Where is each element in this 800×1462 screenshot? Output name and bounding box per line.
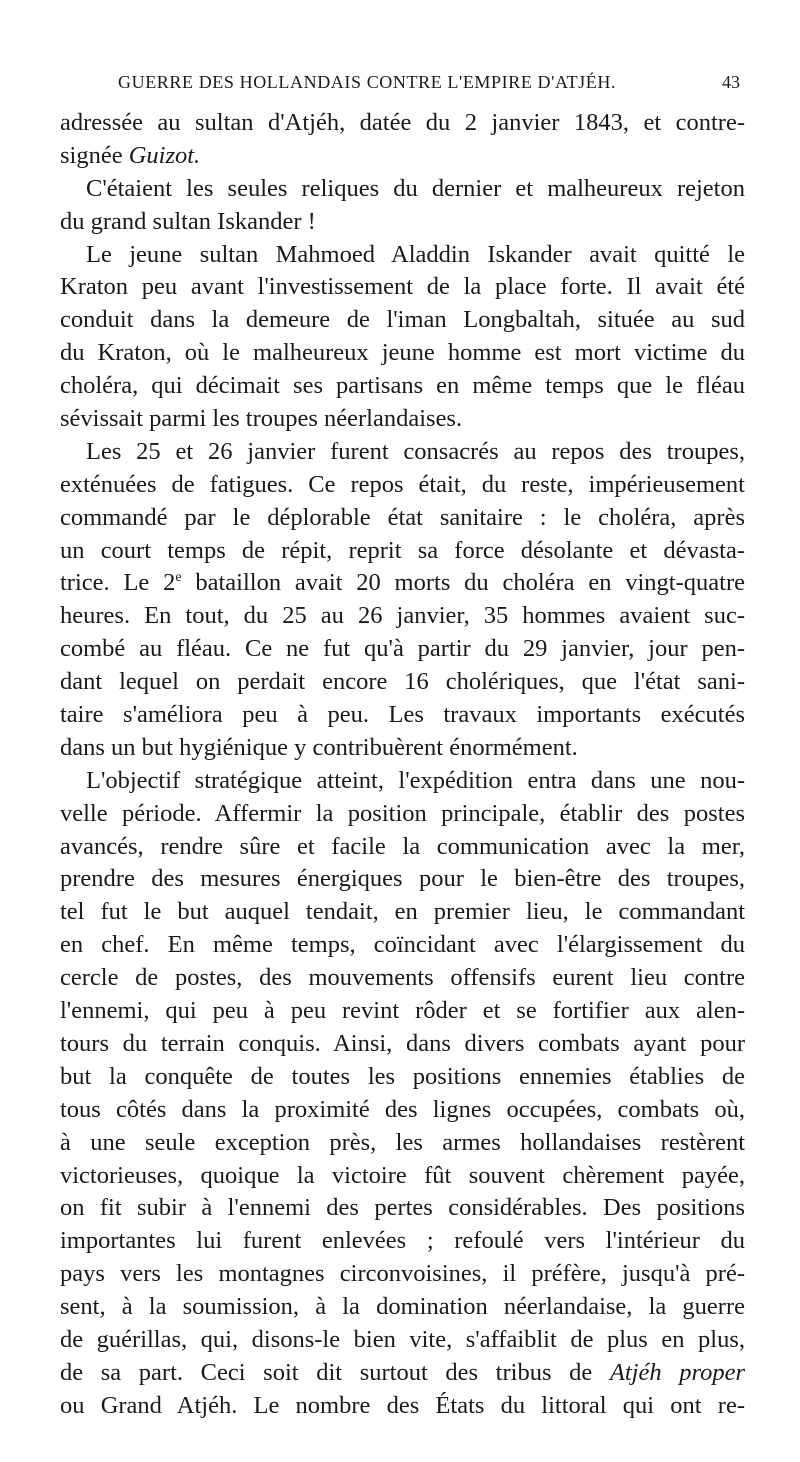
- text-line: avancés, rendre sûre et facile la communication avec la mer,: [60, 832, 745, 860]
- text-line: en chef. En même temps, coïncidant avec l'élargissement du: [60, 931, 745, 959]
- text-span: bataillon avait 20 morts du choléra en vingt-quatre: [181, 569, 745, 597]
- running-head: GUERRE DES HOLLANDAIS CONTRE L'EMPIRE D'ATJÉH.: [118, 72, 617, 92]
- text-span: signée: [60, 141, 123, 169]
- text-line: dant lequel on perdait encore 16 cholériques, que l'état sani-: [60, 668, 745, 696]
- page-header: [118, 72, 740, 102]
- text-line: heures. En tout, du 25 au 26 janvier, 35 hommes avaient suc-: [60, 602, 745, 630]
- text-line: L'objectif stratégique atteint, l'expédition entra dans une nou-: [86, 766, 745, 794]
- text-line: velle période. Affermir la position principale, établir des postes: [60, 799, 745, 827]
- text-line: [60, 140, 745, 173]
- text-span: trice. Le 2: [60, 569, 176, 597]
- italic-name: Guizot.: [128, 141, 201, 169]
- text-line: sévissait parmi les troupes néerlandaises.: [60, 405, 463, 433]
- text-line: de guérillas, qui, disons-le bien vite, s'affaiblit de plus en plus,: [60, 1325, 745, 1353]
- text-line: tel fut le but auquel tendait, en premier lieu, le commandant: [60, 898, 745, 926]
- text-line: cercle de postes, des mouvements offensifs eurent lieu contre: [60, 964, 745, 992]
- body-text: [60, 107, 745, 1423]
- text-line: pays vers les montagnes circonvoisines, il préfère, jusqu'à pré-: [60, 1260, 745, 1288]
- text-line: prendre des mesures énergiques pour le bien-être des troupes,: [60, 865, 745, 893]
- text-line: l'ennemi, qui peu à peu revint rôder et se fortifier aux alen-: [60, 997, 745, 1025]
- text-line: Kraton peu avant l'investissement de la place forte. Il avait été: [60, 273, 745, 301]
- text-line: on fit subir à l'ennemi des pertes considérables. Des positions: [60, 1194, 745, 1222]
- superscript: e: [175, 570, 182, 586]
- text-line: choléra, qui décimait ses partisans en même temps que le fléau: [60, 372, 745, 400]
- text-line: combé au fléau. Ce ne fut qu'à partir du 29 janvier, jour pen-: [60, 635, 745, 663]
- text-line: but la conquête de toutes les positions ennemies établies de: [60, 1062, 745, 1090]
- text-line: sent, à la soumission, à la domination néerlandaise, la guerre: [60, 1293, 745, 1321]
- italic-place-name: Atjéh proper: [609, 1358, 745, 1386]
- text-line: taire s'améliora peu à peu. Les travaux importants exécutés: [60, 701, 745, 729]
- text-line: du Kraton, où le malheureux jeune homme est mort victime du: [60, 339, 745, 367]
- text-line: dans un but hygiénique y contribuèrent énormément.: [60, 733, 578, 761]
- text-line: tous côtés dans la proximité des lignes occupées, combats où,: [60, 1095, 745, 1123]
- text-line: conduit dans la demeure de l'iman Longbaltah, située au sud: [60, 306, 745, 334]
- text-line: victorieuses, quoique la victoire fût souvent chèrement payée,: [60, 1161, 745, 1189]
- text-line: Le jeune sultan Mahmoed Aladdin Iskander avait quitté le: [86, 240, 745, 268]
- text-line: ou Grand Atjéh. Le nombre des États du littoral qui ont re-: [60, 1391, 745, 1419]
- text-line: exténuées de fatigues. Ce repos était, du reste, impérieusement: [60, 470, 745, 498]
- text-line: à une seule exception près, les armes hollandaises restèrent: [60, 1128, 745, 1156]
- text-line: [60, 567, 745, 600]
- text-line: du grand sultan Iskander !: [60, 207, 316, 235]
- text-line: adressée au sultan d'Atjéh, datée du 2 janvier 1843, et contre-: [60, 109, 745, 136]
- text-line: commandé par le déplorable état sanitaire : le choléra, après: [60, 503, 745, 531]
- page-number: 43: [722, 72, 740, 92]
- text-span: de sa part. Ceci soit dit surtout des tribus de: [60, 1358, 593, 1386]
- text-line: un court temps de répit, reprit sa force désolante et dévasta-: [60, 536, 745, 564]
- text-line: importantes lui furent enlevées ; refoulé vers l'intérieur du: [60, 1227, 745, 1255]
- text-line: [60, 1357, 745, 1390]
- text-line: C'étaient les seules reliques du dernier et malheureux rejeton: [86, 174, 745, 202]
- text-line: Les 25 et 26 janvier furent consacrés au repos des troupes,: [86, 437, 745, 465]
- text-line: tours du terrain conquis. Ainsi, dans divers combats ayant pour: [60, 1029, 745, 1057]
